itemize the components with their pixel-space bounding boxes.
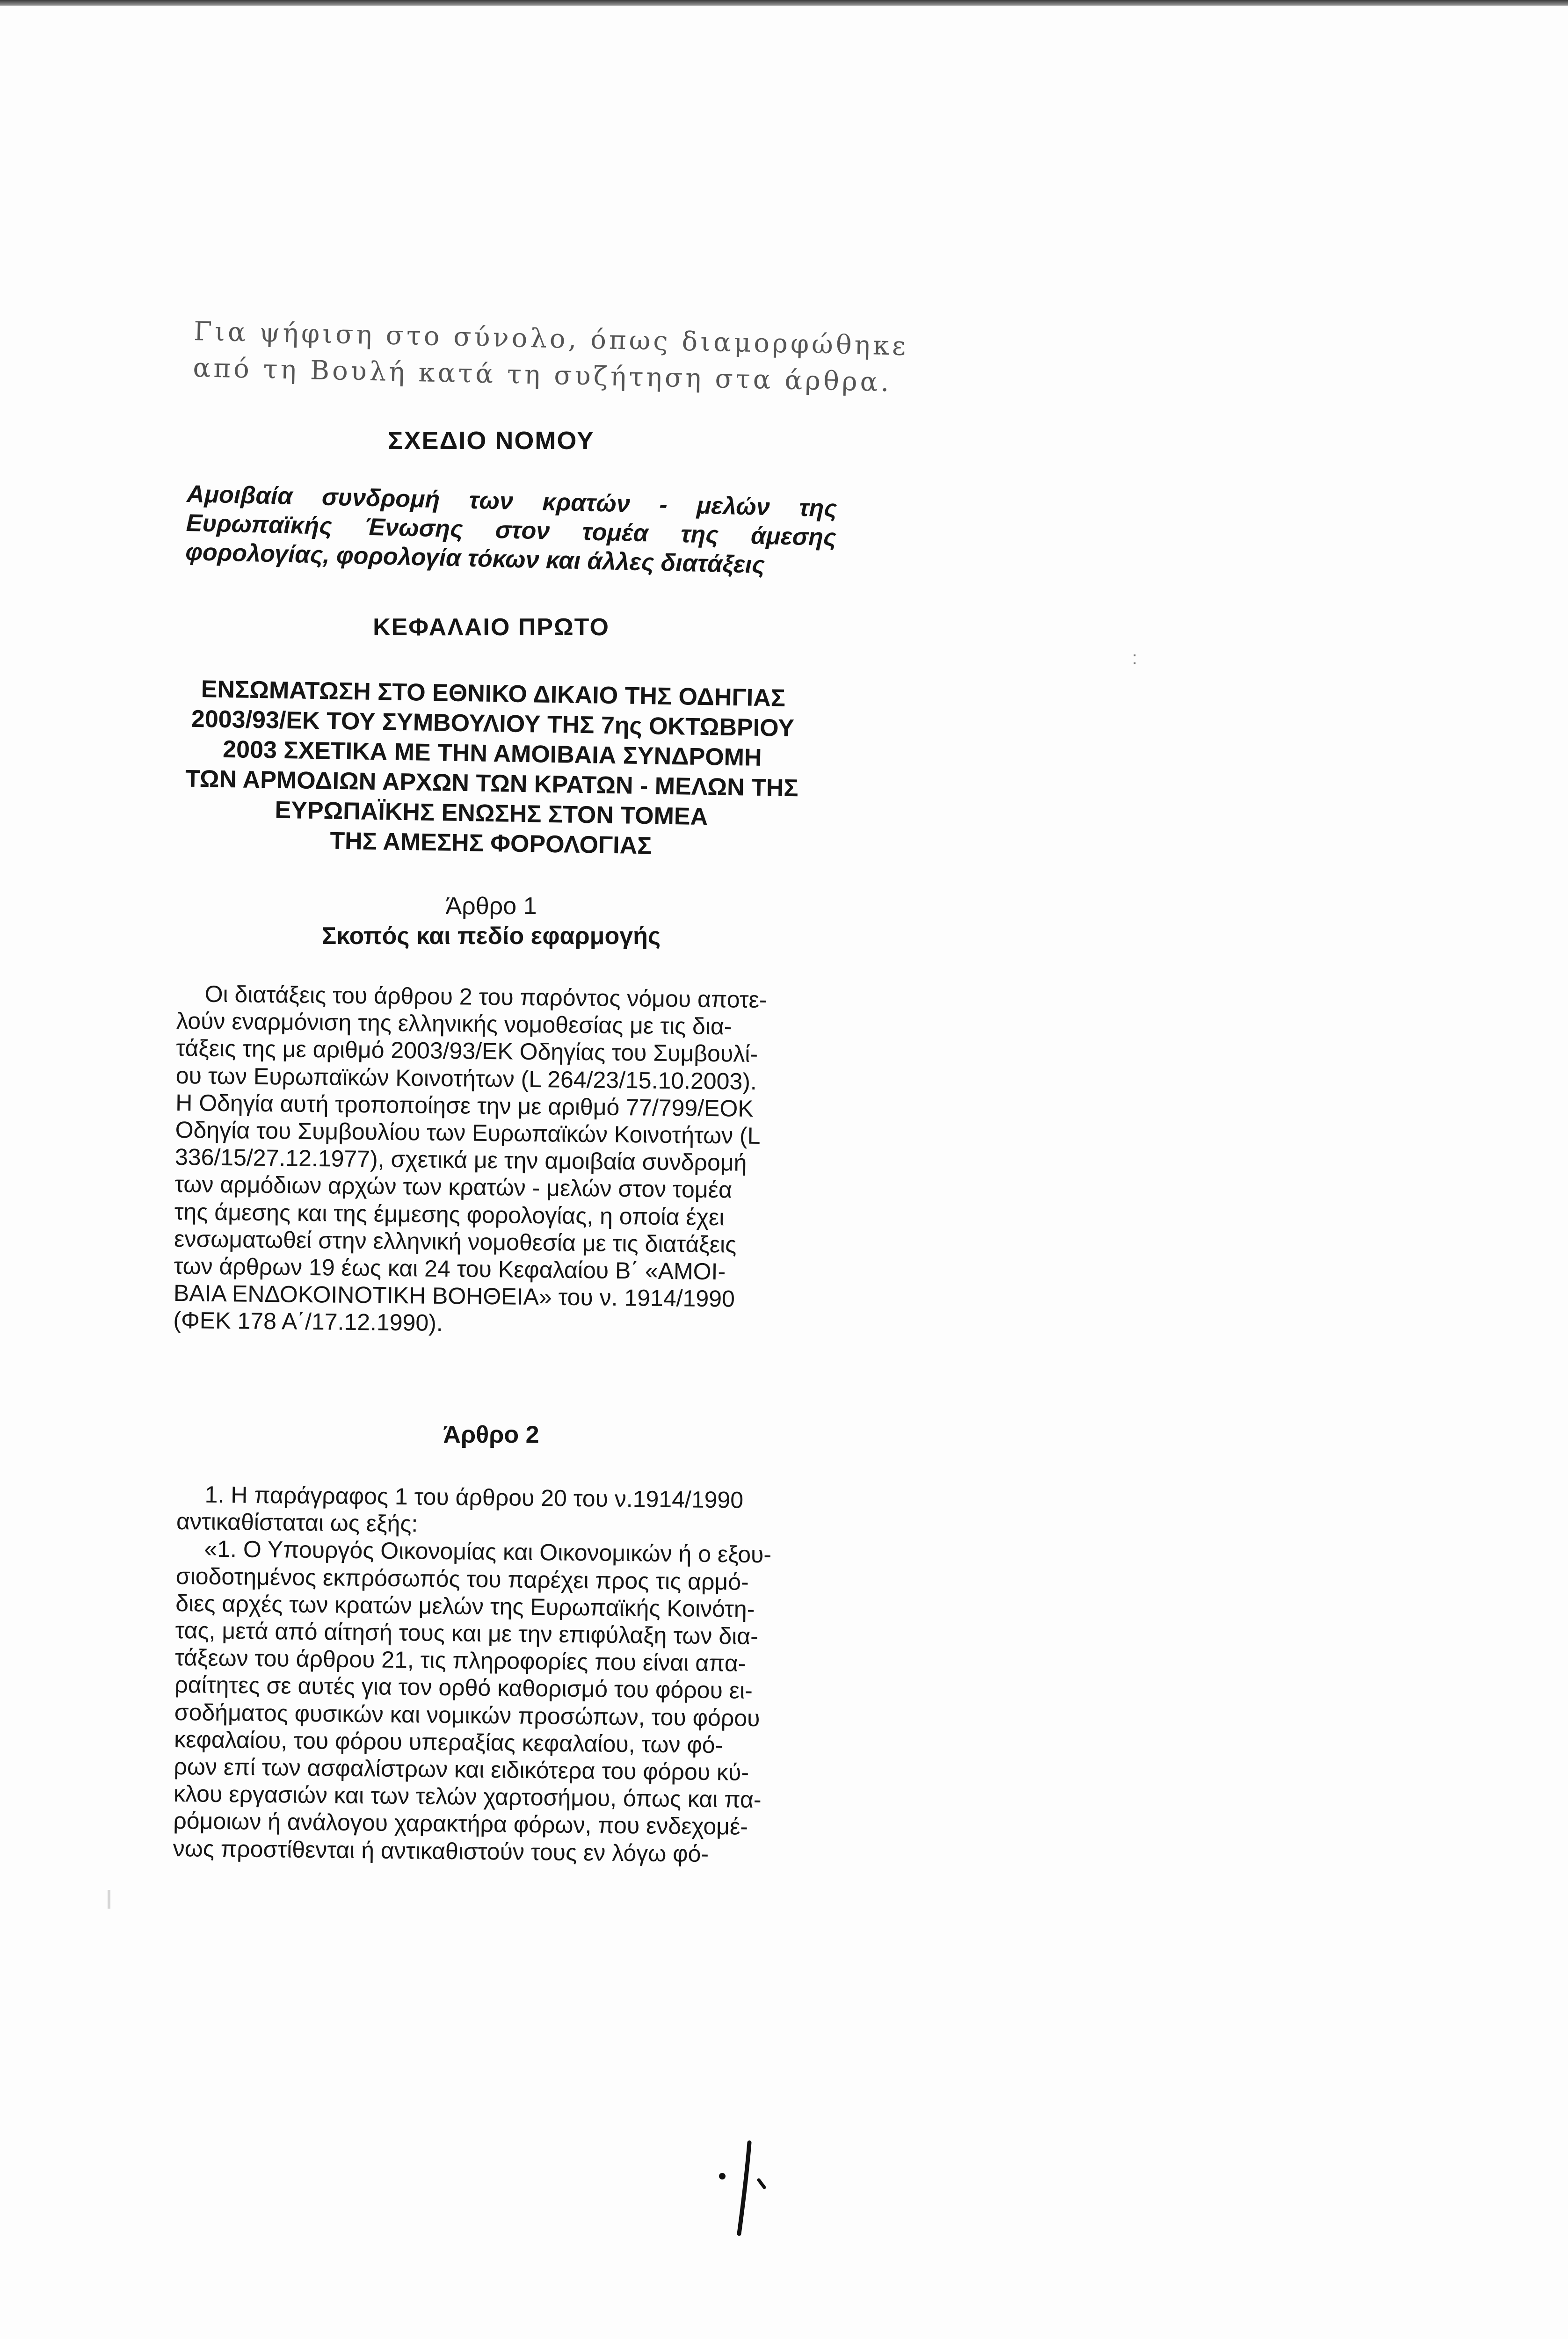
chapter-title-line: ΤΗΣ ΑΜΕΣΗΣ ΦΟΡΟΛΟΓΙΑΣ [329,827,652,860]
text-line: Οδηγία του Συμβουλίου των Ευρωπαϊκών Κοινοτήτων (L [175,1116,761,1149]
chapter-title-line: 2003 ΣΧΕΤΙΚΑ ΜΕ ΤΗΝ ΑΜΟΙΒΑΙΑ ΣΥΝΔΡΟΜΗ [222,735,762,772]
chapter-title-line: ΕΥΡΩΠΑΪΚΗΣ ΕΝΩΣΗΣ ΣΤΟΝ ΤΟΜΕΑ [275,796,708,831]
text-line: 336/15/27.12.1977), σχετικά με την αμοιβαία συνδρομή [174,1144,747,1176]
text-line: των άρθρων 19 έως και 24 του Κεφαλαίου Β΄ «ΑΜΟΙ- [174,1252,726,1285]
bill-subject: Αμοιβαία συνδρομή των κρατών - μελών της Ευρωπαϊκής Ένωσης στον τομέα της άμεσης φορολογίας, φορολογία τόκων και άλλες διατάξεις [185,480,837,579]
text-line: (ΦΕΚ 178 Α΄/17.12.1990). [173,1307,443,1337]
stamp-note [192,313,909,400]
stamp-note-line-2: από τη Βουλή κατά τη συζήτηση στα άρθρα. [192,352,892,398]
scan-top-edge [0,0,1568,6]
text-line: σοδήματος φυσικών και νομικών προσώπων, του φόρου [174,1699,760,1731]
text-line: κεφαλαίου, του φόρου υπεραξίας κεφαλαίου, των φό- [174,1726,723,1758]
text-line: ΒΑΙΑ ΕΝΔΟΚΟΙΝΟΤΙΚΗ ΒΟΗΘΕΙΑ» του ν. 1914/1990 [173,1280,735,1312]
page-continuation-mark [716,2133,772,2241]
text-line: 1. Η παράγραφος 1 του άρθρου 20 του ν.1914/1990 [204,1481,744,1513]
text-line: κλου εργασιών και των τελών χαρτοσήμου, όπως και πα- [173,1780,762,1813]
text-line: ενσωματωθεί στην ελληνική νομοθεσία με τις διατάξεις [174,1225,737,1258]
text-line: ρων επί των ασφαλίστρων και ειδικότερα του φόρου κύ- [174,1753,749,1786]
article-1-body [173,980,794,1340]
text-line: αντικαθίσταται ως εξής: [176,1508,418,1537]
text-line: ραίτητες σε αυτές για τον ορθό καθορισμό του φόρου ει- [174,1671,753,1704]
margin-mark: : [1132,648,1138,668]
text-line: της άμεσης και της έμμεσης φορολογίας, η οποία έχει [174,1198,725,1230]
text-line: σιοδοτημένος εκπρόσωπός του παρέχει προς τις αρμό- [175,1562,749,1595]
chapter-title-line: ΕΝΣΩΜΑΤΩΣΗ ΣΤΟ ΕΘΝΙΚΟ ΔΙΚΑΙΟ ΤΗΣ ΟΔΗΓΙΑΣ [201,676,786,712]
text-line: ου των Ευρωπαϊκών Κοινοτήτων (L 264/23/15.10.2003). [175,1062,757,1095]
text-line: των αρμόδιων αρχών των κρατών - μελών στον τομέα [174,1171,733,1203]
text-line: τας, μετά από αίτησή τους και με την επιφύλαξη των δια- [175,1617,759,1650]
text-line: Η Οδηγία αυτή τροποποίησε την με αριθμό 77/799/ΕΟΚ [175,1089,754,1122]
text-line: τάξεις της με αριθμό 2003/93/ΕΚ Οδηγίας του Συμβουλί- [176,1035,758,1068]
article-1-title: Σκοπός και πεδίο εφαρμογής [322,923,661,950]
text-line: Οι διατάξεις του άρθρου 2 του παρόντος νόμου αποτε- [204,981,767,1013]
article-2-body [173,1481,803,1868]
chapter-title-line: 2003/93/ΕΚ ΤΟΥ ΣΥΜΒΟΥΛΙΟΥ ΤΗΣ 7ης ΟΚΤΩΒΡΙΟΥ [191,705,795,742]
chapter-heading: ΚΕΦΑΛΑΙΟ ΠΡΩΤΟ [373,614,610,641]
text-line: νως προστίθενται ή αντικαθιστούν τους εν λόγω φό- [173,1835,709,1867]
text-line: ρόμοιων ή ανάλογου χαρακτήρα φόρων, που ενδεχομέ- [173,1808,748,1840]
chapter-title-line: ΤΩΝ ΑΡΜΟΔΙΩΝ ΑΡΧΩΝ ΤΩΝ ΚΡΑΤΩΝ - ΜΕΛΩΝ ΤΗΣ [185,765,799,802]
text-line: «1. Ο Υπουργός Οικονομίας και Οικονομικών ή ο εξου- [204,1536,772,1568]
text-line: διες αρχές των κρατών μελών της Ευρωπαϊκής Κοινότη- [175,1590,755,1622]
text-line: λούν εναρμόνιση της ελληνικής νομοθεσίας με τις δια- [176,1008,732,1040]
article-1-number: Άρθρο 1 [445,893,537,920]
article-2-heading: Άρθρο 2 [443,1421,539,1448]
article-1-heading [173,891,809,951]
stamp-note-line-1: Για ψήφιση στο σύνολο, όπως διαμορφώθηκε [193,316,909,362]
text-line: τάξεων του άρθρου 21, τις πληροφορίες που είναι απα- [174,1644,746,1677]
scan-smudge [108,1890,110,1909]
chapter-title [163,674,821,864]
bill-title: ΣΧΕΔΙΟ ΝΟΜΟΥ [388,427,595,455]
